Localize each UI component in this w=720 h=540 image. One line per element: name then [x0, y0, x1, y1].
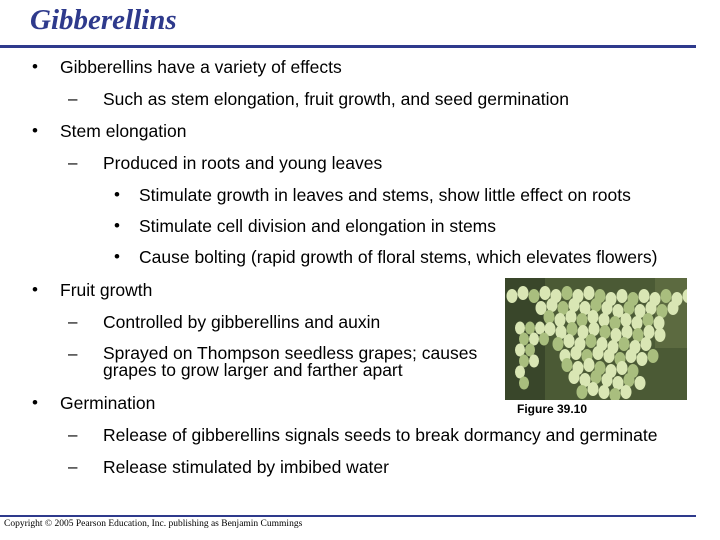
- bullet-marker: •: [32, 57, 38, 76]
- grape-berry: [657, 304, 668, 318]
- grape-berry: [540, 286, 551, 300]
- dash-marker: –: [68, 457, 78, 476]
- dash-marker: –: [68, 89, 78, 108]
- grape-berry: [567, 322, 578, 336]
- bullet-fruit-growth: Fruit growth: [60, 280, 153, 300]
- grape-berry: [661, 289, 672, 303]
- grape-berry: [599, 385, 610, 399]
- grape-berry: [626, 349, 637, 363]
- grape-berry: [539, 333, 549, 346]
- grape-berry: [586, 334, 597, 348]
- dash-marker: –: [68, 153, 78, 172]
- grapes-illustration: [505, 278, 687, 400]
- sub-bullet-thompson-grapes: Sprayed on Thompson seedless grapes; causes grapes to grow larger and farther apart: [103, 343, 478, 380]
- grape-berry: [632, 316, 643, 330]
- dash-marker: –: [68, 344, 78, 363]
- grape-berry: [593, 346, 604, 360]
- grape-berry: [602, 373, 613, 387]
- title-divider: [0, 45, 696, 48]
- item-stimulate-cell-division: Stimulate cell division and elongation in stems: [139, 216, 496, 236]
- grapes-photo: [505, 278, 687, 400]
- bullet-marker: •: [114, 247, 120, 266]
- grape-berry: [562, 358, 573, 372]
- grape-berry: [584, 358, 595, 372]
- grape-berry: [610, 316, 621, 330]
- grape-berry: [602, 301, 613, 315]
- bullet-marker: •: [114, 185, 120, 204]
- bullet-marker: •: [114, 216, 120, 235]
- item-stimulate-growth: Stimulate growth in leaves and stems, show little effect on roots: [139, 185, 631, 205]
- grape-berry: [617, 289, 628, 303]
- grape-berry: [648, 349, 659, 363]
- grape-berry: [600, 325, 611, 339]
- grape-berry: [569, 370, 580, 384]
- bullet-marker: •: [32, 280, 38, 299]
- grape-berry: [518, 286, 529, 300]
- grape-berry: [519, 377, 529, 390]
- grape-berry: [591, 298, 602, 312]
- grape-berry: [562, 286, 573, 300]
- grape-berry: [577, 385, 588, 399]
- grape-berry: [619, 337, 630, 351]
- grape-berry: [584, 286, 595, 300]
- copyright-notice: Copyright © 2005 Pearson Education, Inc. publishing as Benjamin Cummings: [4, 519, 303, 529]
- grape-berry: [617, 361, 628, 375]
- bullet-gibberellins-effects: Gibberellins have a variety of effects: [60, 57, 342, 77]
- grape-berry: [544, 310, 555, 324]
- dash-marker: –: [68, 425, 78, 444]
- grape-berry: [668, 301, 679, 315]
- grape-berry: [588, 382, 599, 396]
- grape-berry: [507, 289, 518, 303]
- grape-berry: [641, 337, 652, 351]
- sub-bullet-release-stimulated: Release stimulated by imbibed water: [103, 457, 389, 477]
- grape-berry: [654, 316, 665, 330]
- sub-bullet-release-signals: Release of gibberellins signals seeds to break dormancy and germinate: [103, 425, 658, 445]
- sub-bullet-produced-in-roots: Produced in roots and young leaves: [103, 153, 383, 173]
- grape-berry: [564, 334, 575, 348]
- grape-berry: [529, 355, 539, 368]
- grape-berry: [571, 346, 582, 360]
- grape-berry: [553, 337, 564, 351]
- dash-marker: –: [68, 312, 78, 331]
- item-cause-bolting: Cause bolting (rapid growth of floral stems, which elevates flowers): [139, 247, 658, 267]
- bullet-germination: Germination: [60, 393, 156, 413]
- grape-berry: [589, 322, 600, 336]
- bullet-marker: •: [32, 393, 38, 412]
- grape-berry: [624, 373, 635, 387]
- sub-bullet-controlled-by: Controlled by gibberellins and auxin: [103, 312, 381, 332]
- grape-berry: [637, 352, 648, 366]
- grape-berry: [569, 298, 580, 312]
- grape-berry: [621, 313, 632, 327]
- bullet-marker: •: [32, 121, 38, 140]
- grape-berry: [635, 376, 646, 390]
- figure-caption: Figure 39.10: [517, 402, 588, 416]
- slide-title: Gibberellins: [30, 4, 177, 36]
- grape-berry: [646, 301, 657, 315]
- grape-berry: [624, 301, 635, 315]
- grape-berry: [588, 310, 599, 324]
- grape-berry: [644, 325, 655, 339]
- footer-divider: [0, 515, 696, 517]
- grape-berry: [547, 298, 558, 312]
- grape-berry: [643, 313, 654, 327]
- grape-berry: [591, 370, 602, 384]
- grape-berry: [577, 313, 588, 327]
- grape-berry: [555, 313, 566, 327]
- grape-berry: [621, 385, 632, 399]
- grape-berry: [566, 310, 577, 324]
- sub-bullet-effects-examples: Such as stem elongation, fruit growth, and seed germination: [103, 89, 569, 109]
- bullet-stem-elongation: Stem elongation: [60, 121, 187, 141]
- grape-berry: [639, 289, 650, 303]
- grape-berry: [622, 325, 633, 339]
- grape-berry: [604, 349, 615, 363]
- grape-berry: [655, 328, 666, 342]
- grape-berry: [529, 289, 540, 303]
- grape-berry: [599, 313, 610, 327]
